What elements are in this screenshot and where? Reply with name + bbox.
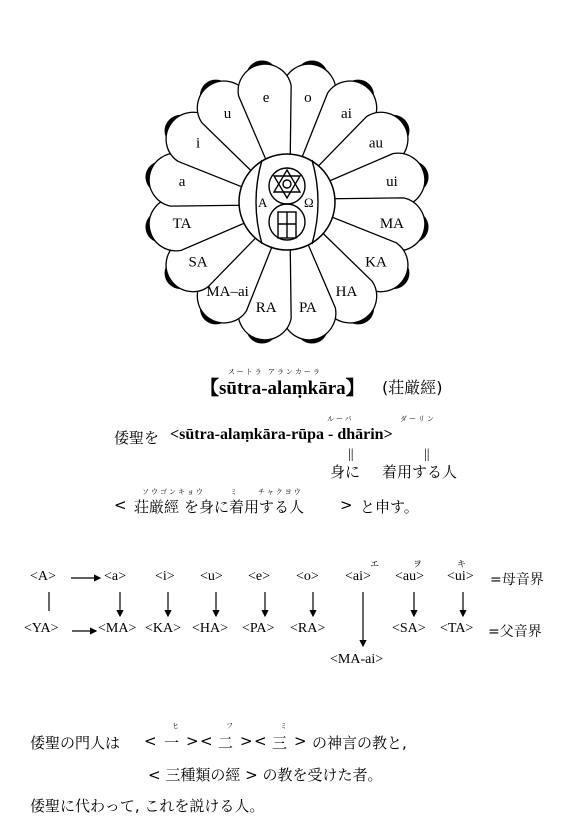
consonant-KA: <KA> [145, 621, 182, 636]
bracket-1-close: > [186, 732, 199, 750]
petal-label: SA [188, 254, 208, 271]
ruby-hi: ヒ [172, 722, 181, 730]
sentence2-close: > [340, 496, 353, 514]
vowel-e: <e> [248, 569, 271, 584]
consonant-HA: <HA> [192, 621, 229, 636]
bottom-line1-tail: の神言の教と, [312, 734, 407, 752]
sentence2-kanji: 荘厳經 [134, 498, 180, 516]
ruby-mi: ミ [230, 488, 239, 496]
under-body: 身に [330, 463, 361, 481]
petal-label: o [304, 90, 312, 107]
consonant-YA: <YA> [24, 621, 59, 636]
father-label: =父音界 [488, 624, 542, 640]
bracket-2-close: > [240, 732, 253, 750]
equals-mark-2: || [424, 447, 430, 462]
consonant-TA: <TA> [440, 621, 474, 636]
bottom-line1-lead: 倭聖の門人は [30, 734, 121, 752]
petal-label: u [223, 106, 232, 123]
numeral-one: 一 [164, 734, 180, 752]
ruby-rupa: ルーパ [327, 415, 354, 423]
vowel-au: <au> [395, 569, 425, 584]
vowel-ai: <ai> [345, 569, 371, 584]
vowel-u: <u> [200, 569, 223, 584]
petal-label: MA–ai [206, 283, 249, 300]
petal-label: HA [335, 283, 358, 300]
sentence2-tail: と申す。 [360, 498, 419, 516]
bracket-3-close: > [294, 732, 307, 750]
title-kanji: (荘厳經) [382, 378, 443, 397]
center-alpha-label: A [258, 195, 268, 210]
ruby-mi-2: ミ [280, 722, 289, 730]
vowel-a: <a> [104, 569, 127, 584]
petal-label: i [195, 135, 201, 152]
petal-label: ui [386, 174, 398, 191]
sentence2-open: < [114, 496, 127, 514]
kana-ki: キ [457, 560, 467, 570]
title-main: 【sūtra-alaṃkāra】 [200, 378, 365, 399]
petal-label: au [368, 135, 384, 152]
vowel-ui: <ui> [447, 569, 474, 584]
ma-ai-label: <MA-ai> [330, 652, 384, 667]
bottom-line3: 倭聖に代わって, これを説ける人。 [30, 797, 265, 815]
bracket-1-open: < [144, 732, 157, 750]
under-wear: 着用する人 [382, 463, 458, 481]
title-ruby: スートラ アランカーラ [228, 368, 322, 376]
sentence2-rest: を身に着用する人 [184, 498, 305, 516]
petal-label: ai [341, 106, 352, 123]
numeral-two: 二 [218, 734, 234, 752]
numeral-three: 三 [272, 734, 288, 752]
bottom-line2: < 三種類の經 > の教を受けた者。 [148, 766, 383, 784]
petal-label: a [178, 174, 186, 191]
consonant-SA: <SA> [392, 621, 426, 636]
consonant-RA: <RA> [290, 621, 326, 636]
bracket-3-open: < [254, 732, 267, 750]
kana-wo: ヲ [413, 560, 423, 570]
ruby-fu: フ [226, 722, 235, 730]
petal-label: RA [255, 299, 277, 316]
center-omega-label: Ω [304, 195, 314, 210]
ruby-shogon: ソウゴンキョウ [142, 488, 205, 496]
consonant-MA: <MA> [98, 621, 137, 636]
petal-label: TA [172, 215, 192, 232]
kana-e: エ [370, 560, 380, 570]
vowel-o: <o> [296, 569, 319, 584]
ruby-chaku: チャクヨウ [258, 488, 303, 496]
consonant-PA: <PA> [242, 621, 275, 636]
equals-mark-1: || [348, 447, 354, 462]
vowel-i: <i> [155, 569, 175, 584]
petal-label: KA [365, 254, 387, 271]
petal-label: MA [379, 215, 405, 232]
sentence1-latin: <sūtra-alaṃkāra-rūpa - dhārin> [170, 426, 393, 443]
sentence1-lead: 倭聖を [114, 429, 160, 447]
petal-label: PA [298, 299, 317, 316]
mother-label: =母音界 [490, 572, 544, 588]
ruby-dharin: ダーリン [400, 415, 436, 423]
vowel-A: <A> [30, 569, 56, 584]
bracket-2-open: < [200, 732, 213, 750]
petal-label: e [262, 90, 270, 107]
